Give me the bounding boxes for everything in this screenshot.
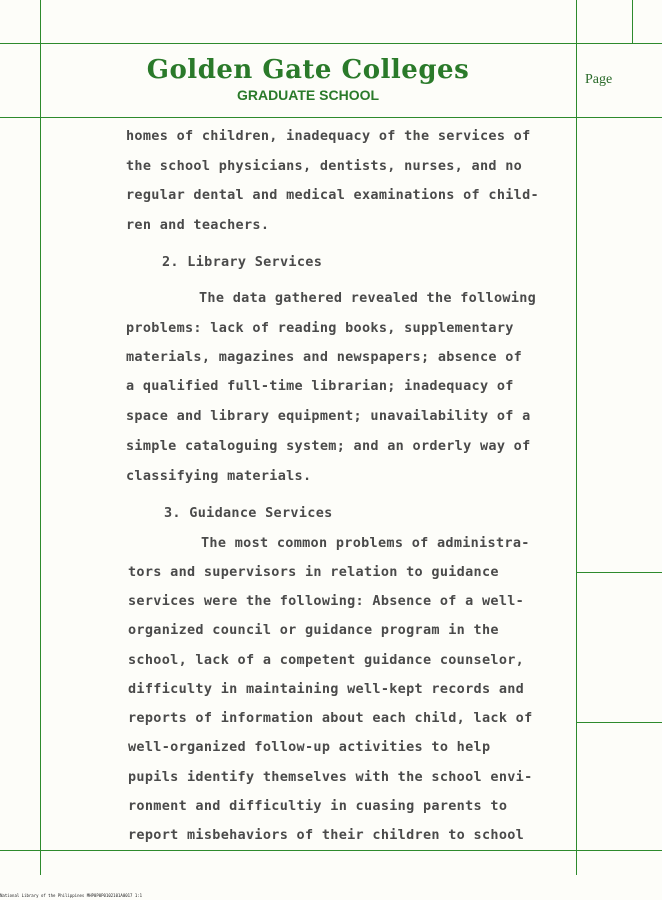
- body-line: tors and supervisors in relation to guidance: [128, 564, 499, 580]
- margin-tick-line-1: [576, 572, 662, 573]
- body-line: pupils identify themselves with the school envi-: [128, 769, 533, 785]
- archive-footer-note: National Library of the Philippines MHP0P0P0102101A0017 1:1: [0, 893, 143, 898]
- body-line: the school physicians, dentists, nurses, and no: [126, 158, 523, 174]
- page-label: Page: [585, 72, 613, 87]
- body-line: services were the following: Absence of a well-: [128, 593, 525, 609]
- body-line: well-organized follow-up activities to help: [128, 739, 491, 755]
- section-heading: 3. Guidance Services: [164, 505, 333, 521]
- header-bottom-rule-line: [0, 117, 662, 118]
- page-column-line: [632, 0, 633, 43]
- body-line: difficulty in maintaining well-kept records and: [128, 681, 525, 697]
- body-line: simple cataloguing system; and an orderly way of: [126, 438, 531, 454]
- body-line: organized council or guidance program in the: [128, 622, 499, 638]
- body-line: ren and teachers.: [126, 217, 270, 233]
- footer-rule-line: [0, 850, 662, 851]
- section-heading: 2. Library Services: [162, 254, 323, 270]
- body-line: classifying materials.: [126, 468, 312, 484]
- body-line: The data gathered revealed the following: [199, 290, 537, 306]
- school-name: GRADUATE SCHOOL: [236, 87, 380, 103]
- margin-tick-line-2: [576, 722, 662, 723]
- body-line: homes of children, inadequacy of the services of: [126, 128, 531, 144]
- body-line: space and library equipment; unavailability of a: [126, 408, 531, 424]
- body-line: problems: lack of reading books, supplementary: [126, 320, 514, 336]
- body-line: school, lack of a competent guidance counselor,: [128, 652, 525, 668]
- right-margin-line: [576, 0, 577, 875]
- body-line: The most common problems of administra-: [201, 535, 530, 551]
- left-margin-line: [40, 0, 41, 875]
- body-line: report misbehaviors of their children to school: [128, 827, 525, 843]
- body-line: regular dental and medical examinations of child-: [126, 187, 539, 203]
- letterhead: [40, 45, 576, 115]
- body-line: ronment and difficultiy in cuasing parents to: [128, 798, 508, 814]
- body-line: reports of information about each child, lack of: [128, 710, 533, 726]
- body-line: materials, magazines and newspapers; absence of: [126, 349, 523, 365]
- college-name: Golden Gate Colleges: [146, 55, 470, 85]
- top-rule-line: [0, 43, 662, 44]
- body-line: a qualified full-time librarian; inadequacy of: [126, 378, 514, 394]
